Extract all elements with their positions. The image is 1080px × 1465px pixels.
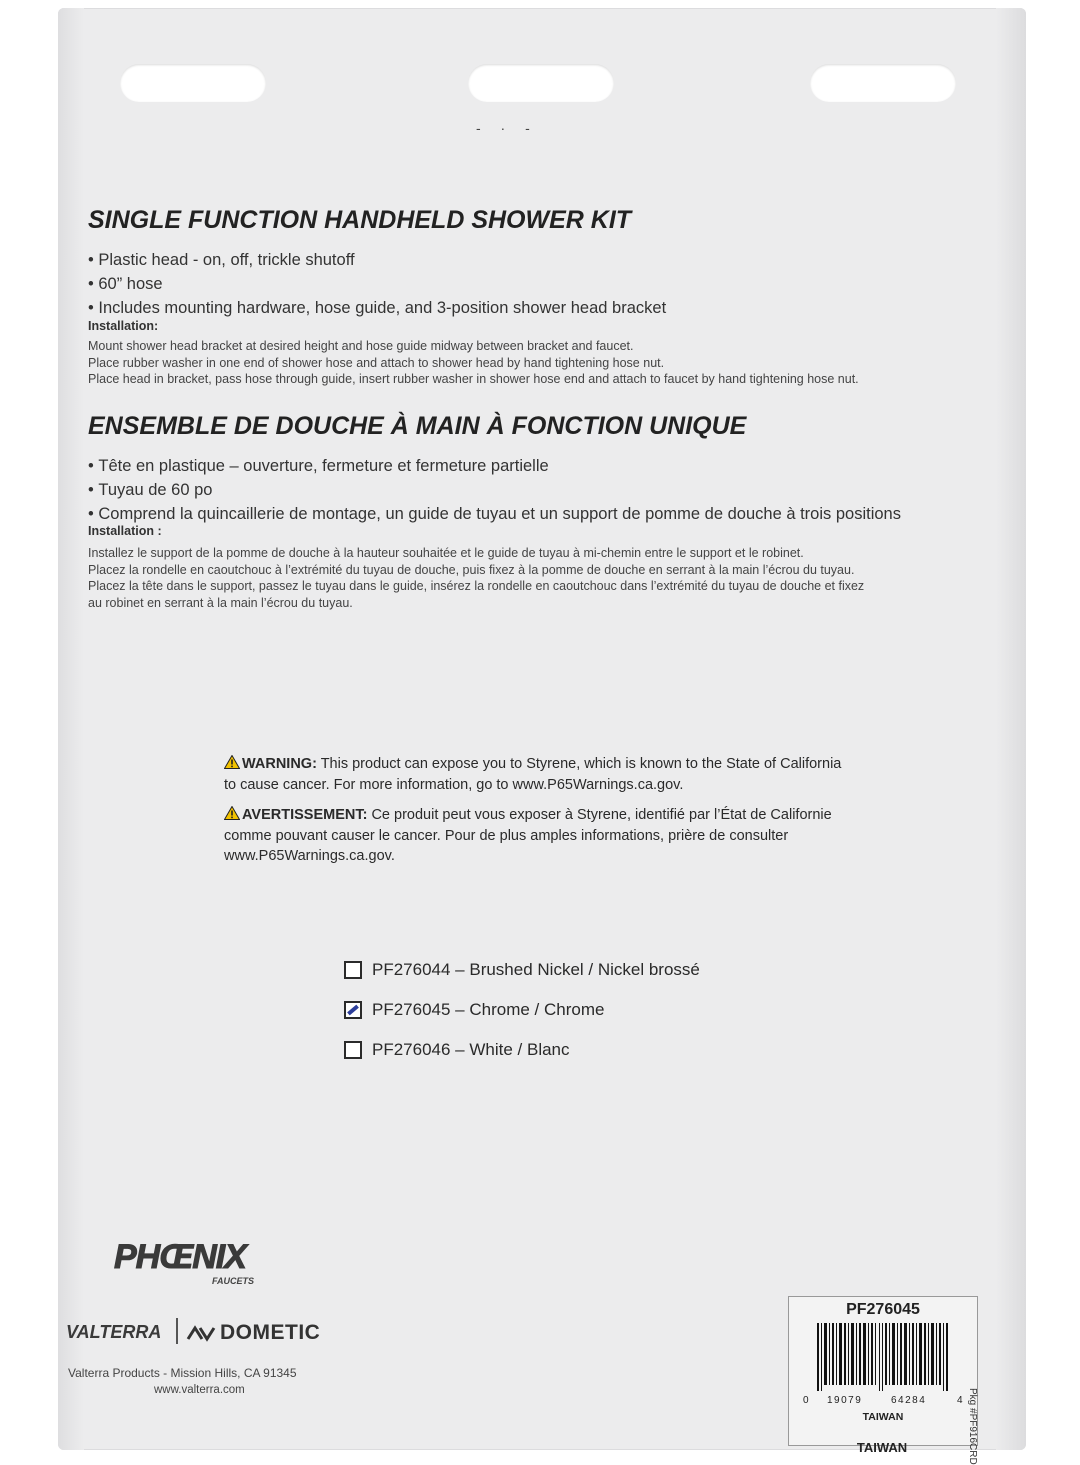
- english-title: SINGLE FUNCTION HANDHELD SHOWER KIT: [88, 206, 632, 234]
- warning-triangle-icon: [224, 806, 240, 820]
- warning-text: to cause cancer. For more information, go to www.P65Warnings.ca.gov.: [224, 776, 684, 793]
- option-label: PF276044 – Brushed Nickel / Nickel brossé: [372, 960, 700, 979]
- finish-options: [344, 950, 700, 1070]
- barcode-digit-group: 19079: [827, 1395, 863, 1406]
- hang-slot: [468, 64, 614, 102]
- card-left-edge: [58, 8, 84, 1450]
- feature-item: • 60” hose: [88, 272, 666, 296]
- installation-step: Placez la tête dans le support, passez le tuyau dans le guide, insérez la rondelle en caoutchouc dans l’extrémité du tuyau de douche et fixez: [88, 579, 865, 593]
- checkbox[interactable]: [344, 1041, 362, 1059]
- warning-triangle-icon: [224, 755, 240, 769]
- installation-step: au robinet en serrant à la main l’écrou du tuyau.: [88, 595, 353, 610]
- french-features: [88, 454, 901, 526]
- checkbox-checked[interactable]: [344, 1001, 362, 1019]
- feature-item: • Includes mounting hardware, hose guide, and 3-position shower head bracket: [88, 296, 666, 320]
- barcode-digit-group: 0: [803, 1395, 811, 1406]
- installation-step: Mount shower head bracket at desired height and hose guide midway between bracket and faucet.: [88, 339, 634, 353]
- installation-step: Installez le support de la pomme de douche à la hauteur souhaitée et le guide de tuyau à mi-chemin entre le support et le robinet.: [88, 546, 804, 560]
- logo-divider: [176, 1318, 178, 1344]
- upc-label: [788, 1296, 978, 1446]
- phoenix-wordmark: PHŒNIX: [114, 1238, 246, 1276]
- warning-label: WARNING:: [242, 756, 317, 772]
- warning-text: www.P65Warnings.ca.gov.: [224, 848, 395, 864]
- feature-item: • Comprend la quincaillerie de montage, un guide de tuyau et un support de pomme de douche à trois positions: [88, 502, 901, 526]
- hang-slot: [810, 64, 956, 102]
- package-number: Pkg #PF916CRD: [967, 1388, 978, 1465]
- option-brushed-nickel[interactable]: [344, 950, 700, 990]
- option-label: PF276046 – White / Blanc: [372, 1040, 570, 1059]
- option-white[interactable]: [344, 1030, 700, 1070]
- phoenix-subtitle: FAUCETS: [212, 1276, 255, 1286]
- installation-step: Placez la rondelle en caoutchouc à l’extrémité du tuyau de douche, puis fixez à la pomme de douche en serrant à la main l’écrou du tuyau.: [88, 562, 855, 577]
- origin-small: TAIWAN: [862, 1411, 904, 1423]
- package-card: [58, 8, 1026, 1465]
- english-installation-heading: Installation:: [88, 319, 159, 333]
- dometic-logo: [186, 1321, 320, 1345]
- country-of-origin: TAIWAN: [856, 1440, 908, 1455]
- barcode-digit-group: 64284: [891, 1395, 927, 1406]
- option-label: PF276045 – Chrome / Chrome: [372, 1000, 605, 1019]
- french-installation: [88, 545, 864, 611]
- scuff-marks: - · -: [476, 120, 538, 136]
- company-address: Valterra Products - Mission Hills, CA 91345: [68, 1366, 297, 1380]
- option-chrome[interactable]: [344, 990, 700, 1030]
- feature-item: • Tête en plastique – ouverture, fermeture et fermeture partielle: [88, 454, 901, 478]
- dometic-wordmark: DOMETIC: [220, 1321, 321, 1344]
- part-number: PF276045: [846, 1301, 920, 1318]
- installation-step: Place head in bracket, pass hose through guide, insert rubber washer in shower hose end and attach to faucet by hand tightening hose nut.: [88, 372, 859, 386]
- warning-french: [224, 805, 832, 867]
- card-right-edge: [996, 8, 1026, 1450]
- hang-slot: [120, 64, 266, 102]
- installation-step: Place rubber washer in one end of shower hose and attach to shower head by hand tightening hose nut.: [88, 355, 665, 370]
- french-installation-heading: Installation :: [88, 524, 162, 538]
- phoenix-logo: [114, 1238, 255, 1286]
- dometic-chevron-icon: [186, 1324, 216, 1342]
- valterra-logo: VALTERRA: [66, 1322, 162, 1342]
- barcode: [817, 1323, 949, 1391]
- warning-text: comme pouvant causer le cancer. Pour de plus amples informations, prière de consulter: [224, 827, 789, 844]
- company-website: www.valterra.com: [154, 1384, 245, 1396]
- english-installation: [88, 338, 859, 388]
- warning-label: AVERTISSEMENT:: [242, 807, 368, 823]
- checkbox[interactable]: [344, 961, 362, 979]
- warning-text: This product can expose you to Styrene, which is known to the State of California: [316, 756, 842, 772]
- english-features: [88, 248, 666, 320]
- feature-item: • Tuyau de 60 po: [88, 478, 901, 502]
- warning-text: Ce produit peut vous exposer à Styrene, identifié par l’État de Californie: [367, 807, 832, 823]
- warning-english: [224, 754, 841, 795]
- french-title: ENSEMBLE DE DOUCHE À MAIN À FONCTION UNIQUE: [88, 412, 747, 440]
- feature-item: • Plastic head - on, off, trickle shutoff: [88, 248, 666, 272]
- barcode-digit-group: 4: [957, 1395, 965, 1406]
